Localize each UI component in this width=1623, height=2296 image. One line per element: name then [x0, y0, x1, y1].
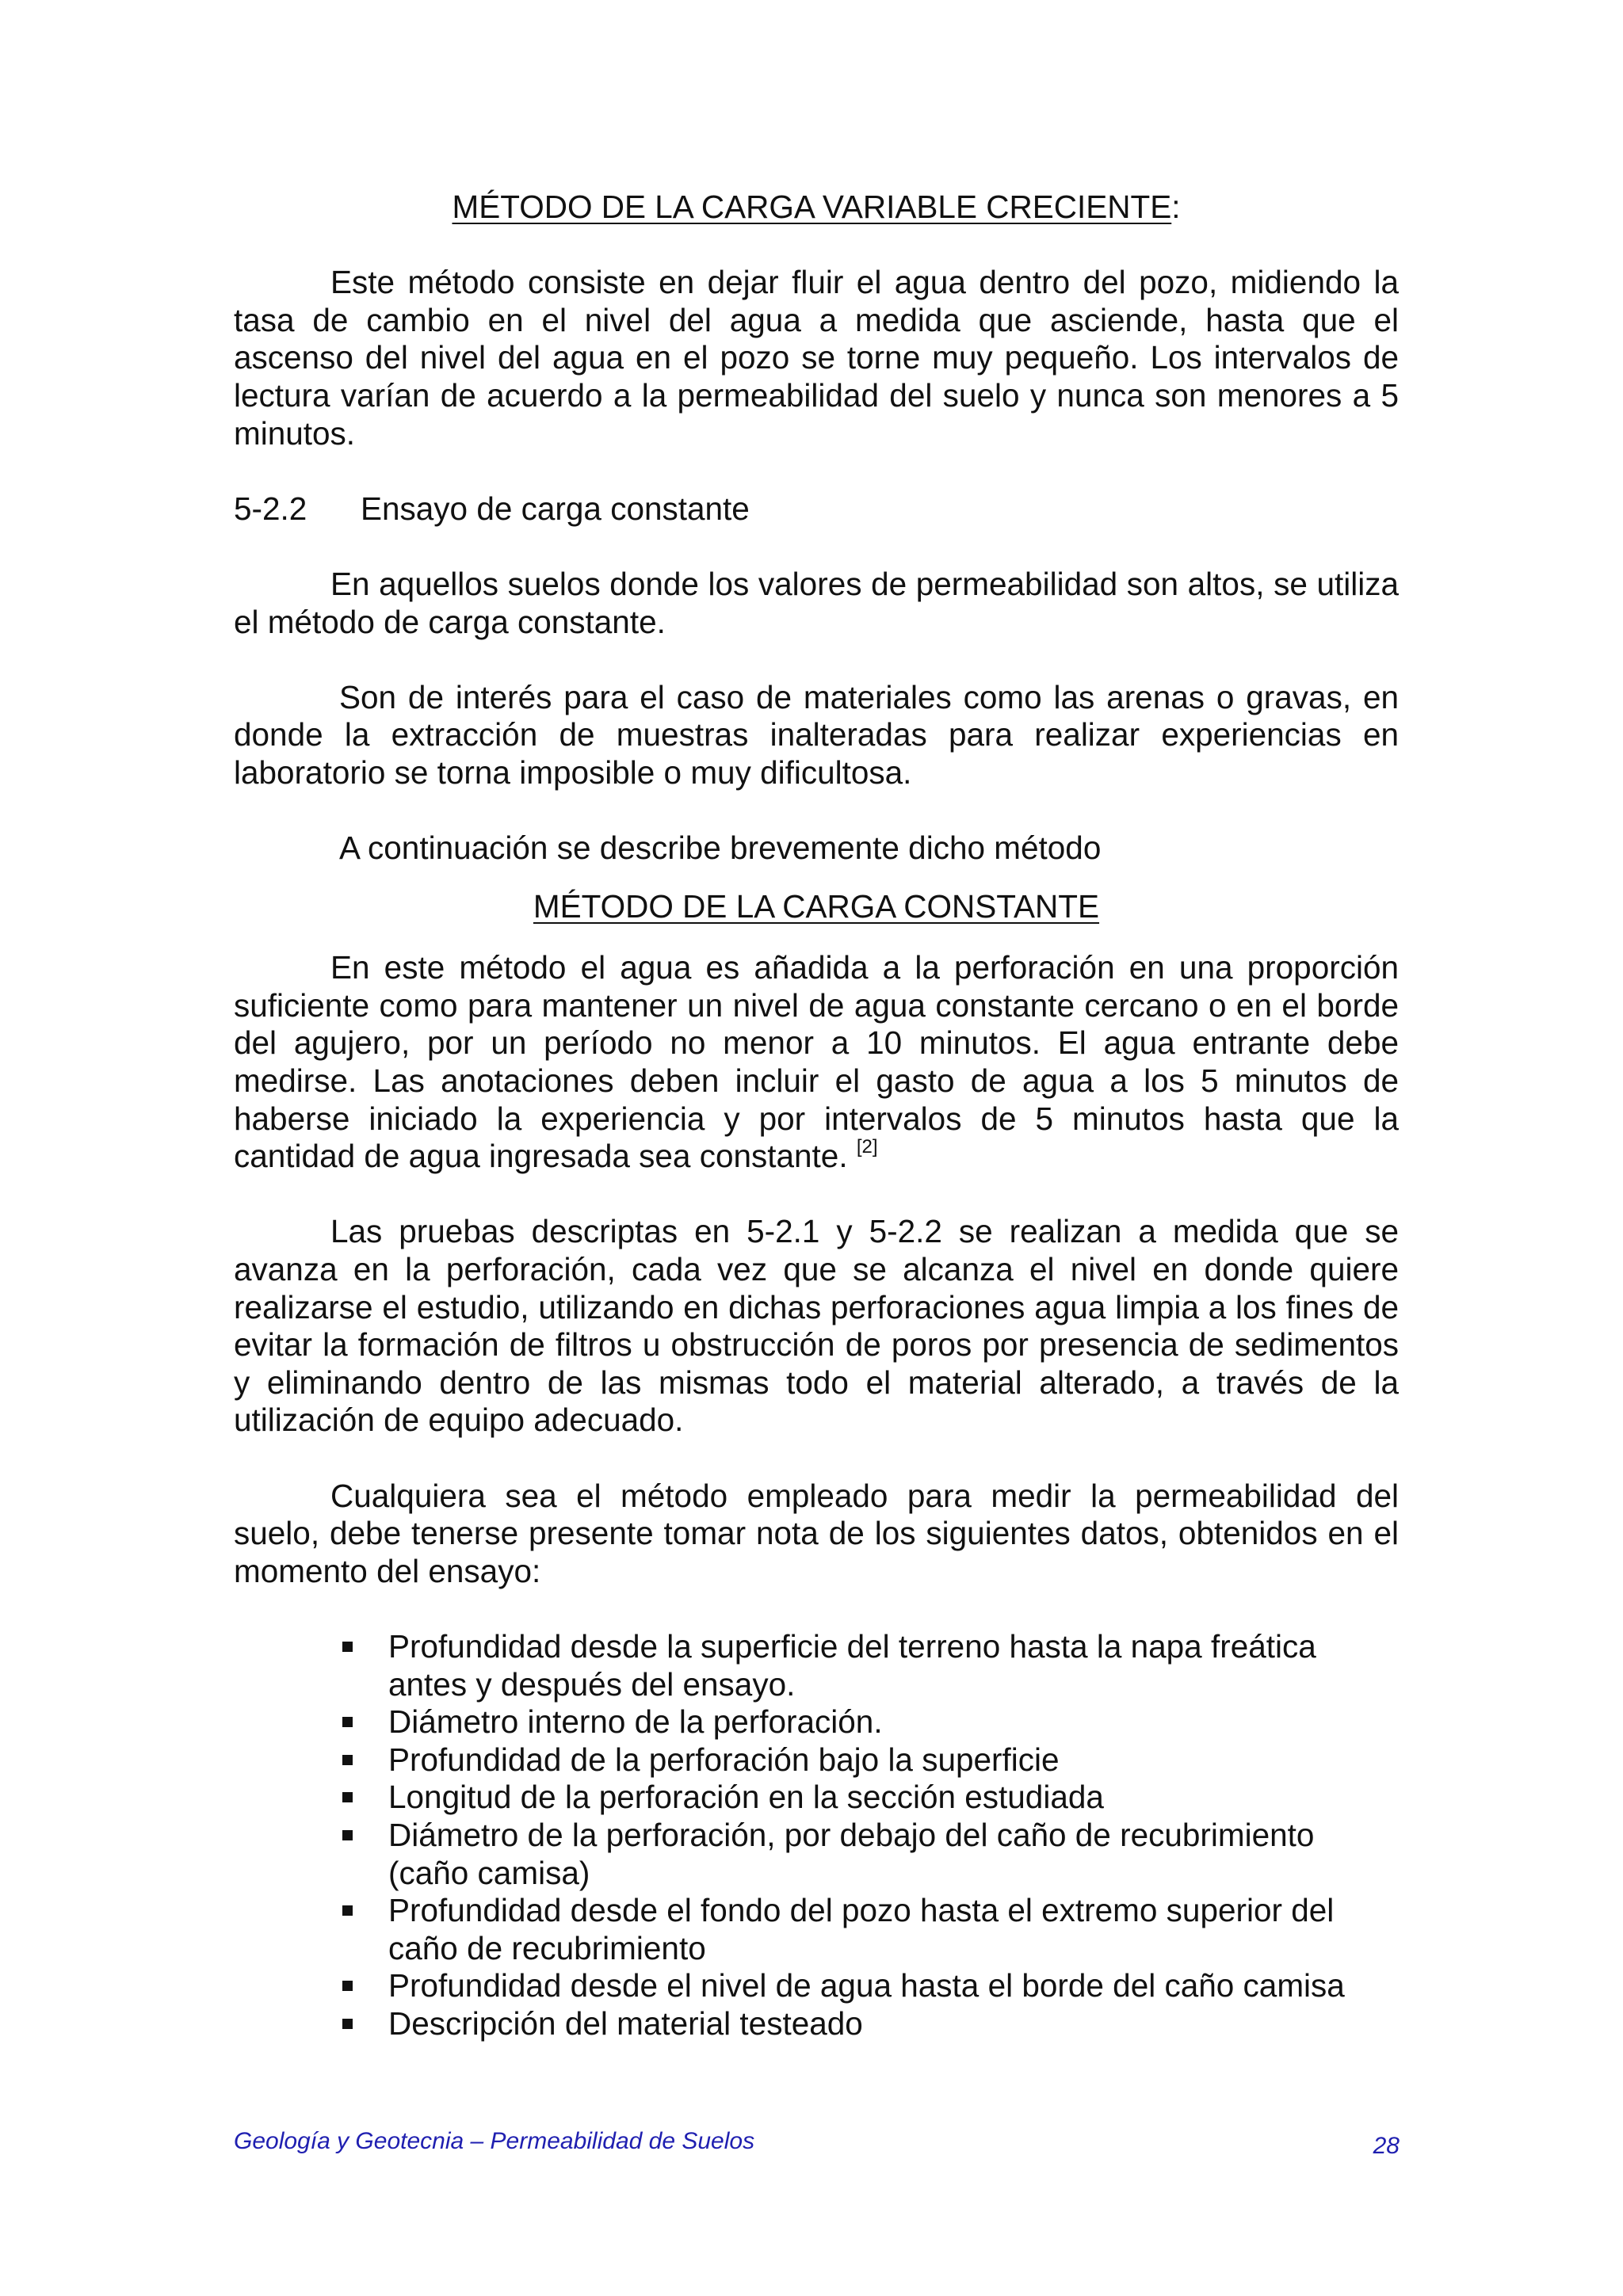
heading-variable-colon: :	[1171, 189, 1181, 225]
heading-variable-method	[234, 189, 1399, 227]
reference-marker: [2]	[856, 1135, 878, 1158]
heading-variable-text: MÉTODO DE LA CARGA VARIABLE CRECIENTE	[452, 189, 1172, 225]
spacer	[234, 925, 1399, 949]
heading-constant-method	[234, 888, 1399, 926]
data-list	[234, 1628, 1399, 2043]
list-item-text: Diámetro de la perforación, por debajo del caño de recubrimiento (caño camisa)	[388, 1816, 1315, 1891]
page-content	[234, 189, 1399, 2043]
list-item	[234, 1779, 1399, 1817]
spacer	[234, 528, 1399, 566]
list-item	[234, 1628, 1399, 1703]
spacer	[234, 227, 1399, 265]
paragraph-constant-text: En este método el agua es añadida a la perforación en una proporción suficiente como para mantener un nivel de agua constante cercano o en el borde del agujero, por un período no menor a 10 minutos. El agua entrante debe medirse. Las anotaciones deben incluir el gasto de agua a los 5 minutos de haberse iniciado la experiencia y por intervalos de 5 minutos hasta que la cantidad de agua ingresada sea constante.	[234, 949, 1399, 1175]
list-item-text: Diámetro interno de la perforación.	[388, 1703, 883, 1741]
square-bullet-icon	[342, 1981, 353, 1991]
spacer	[234, 452, 1399, 490]
spacer	[234, 1440, 1399, 1478]
spacer	[234, 1176, 1399, 1214]
list-item	[234, 1817, 1399, 1892]
spacer	[234, 792, 1399, 830]
list-item	[234, 1892, 1399, 1967]
footer-page-number: 28	[1373, 2133, 1400, 2159]
list-item-text: Profundidad desde la superficie del terreno hasta la napa freática antes y después del ensayo.	[388, 1627, 1316, 1703]
footer-title: Geología y Geotecnia – Permeabilidad de Suelos	[234, 2128, 755, 2154]
square-bullet-icon	[342, 1905, 353, 1916]
spacer	[234, 1590, 1399, 1628]
paragraph-variable-method: Este método consiste en dejar fluir el agua dentro del pozo, midiendo la tasa de cambio en el nivel del agua a medida que asciende, hasta que el ascenso del nivel del agua en el pozo se torne muy pequeño. Los intervalos de lectura varían de acuerdo a la permeabilidad del suelo y nunca son menores a 5 minutos.	[234, 264, 1399, 452]
paragraph-high-permeability: En aquellos suelos donde los valores de permeabilidad son altos, se utiliza el método de carga constante.	[234, 565, 1399, 640]
paragraph-sands-gravels: Son de interés para el caso de materiales como las arenas o gravas, en donde la extracción de muestras inalteradas para realizar experiencias en laboratorio se torna imposible o muy dificultosa.	[234, 678, 1399, 791]
paragraph-intro-method: A continuación se describe brevemente dicho método	[339, 830, 1102, 867]
square-bullet-icon	[342, 2019, 353, 2029]
list-item-text: Profundidad desde el nivel de agua hasta el borde del caño camisa	[388, 1967, 1345, 2004]
square-bullet-icon	[342, 1755, 353, 1765]
section-title: Ensayo de carga constante	[361, 490, 750, 527]
list-item-text: Longitud de la perforación en la sección estudiada	[388, 1779, 1104, 1816]
section-heading	[234, 490, 1399, 528]
list-item	[234, 1967, 1399, 2005]
list-item	[234, 1703, 1399, 1741]
square-bullet-icon	[342, 1642, 353, 1652]
heading-constant-text: MÉTODO DE LA CARGA CONSTANTE	[533, 887, 1100, 925]
square-bullet-icon	[342, 1717, 353, 1727]
spacer	[234, 641, 1399, 679]
paragraph-constant-method	[234, 949, 1399, 1176]
section-number: 5-2.2	[234, 490, 307, 527]
paragraph-data-to-record: Cualquiera sea el método empleado para medir la permeabilidad del suelo, debe tenerse presente tomar nota de los siguientes datos, obtenidos en el momento del ensayo:	[234, 1477, 1399, 1589]
list-item	[234, 2005, 1399, 2043]
list-item-text: Profundidad desde el fondo del pozo hasta el extremo superior del caño de recubrimiento	[388, 1892, 1335, 1966]
list-item	[234, 1741, 1399, 1779]
list-item-text: Profundidad de la perforación bajo la superficie	[388, 1741, 1060, 1778]
square-bullet-icon	[342, 1792, 353, 1802]
square-bullet-icon	[342, 1830, 353, 1840]
list-item-text: Descripción del material testeado	[388, 2004, 863, 2042]
paragraph-tests-description: Las pruebas descriptas en 5-2.1 y 5-2.2 se realizan a medida que se avanza en la perforación, cada vez que se alcanza el nivel en donde quiere realizarse el estudio, utilizando en dichas perforaciones agua limpia a los fines de evitar la formación de filtros u obstrucción de poros por presencia de sedimentos y eliminando dentro de las mismas todo el material alterado, a través de la utilización de equipo adecuado.	[234, 1213, 1399, 1439]
